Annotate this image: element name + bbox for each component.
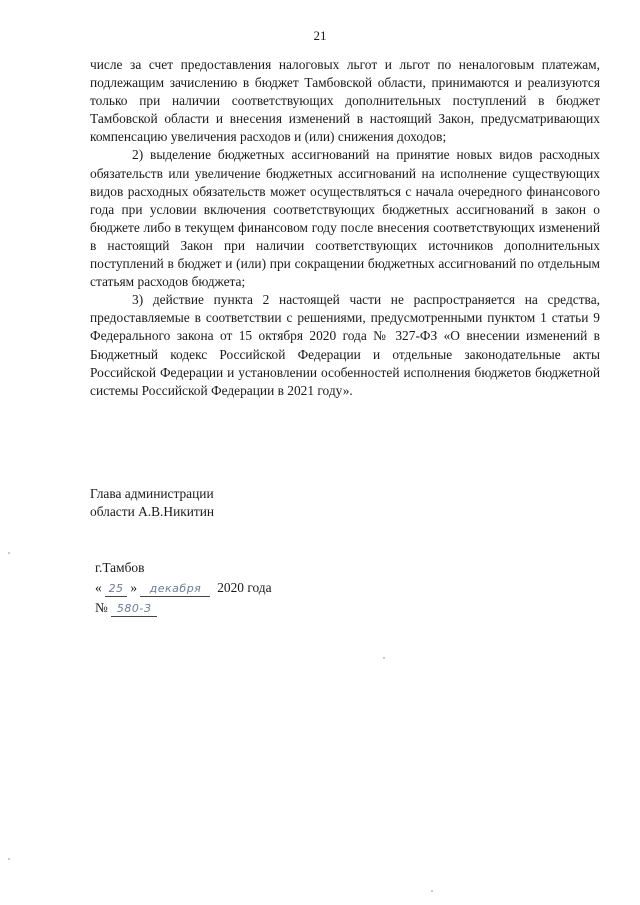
date-year: 2020 года xyxy=(217,580,272,595)
law-number: 580-З xyxy=(116,602,152,615)
paragraph-1: числе за счет предоставления налоговых льгот и льгот по неналоговым платежам, подлежащим зачислению в бюджет Тамбовской области, принимаются и реализуются только при наличии соответствующих дополнительных поступлений в бюджет Тамбовской области и внесения изменений в настоящий Закон, предусматривающих компенсацию увеличения расходов и (или) снижения доходов; xyxy=(90,57,600,145)
law-number-line xyxy=(95,598,272,618)
signatory-name: области А.В.Никитин xyxy=(90,504,215,519)
city: г.Тамбов xyxy=(95,560,145,575)
scan-speck xyxy=(8,552,10,554)
paragraph-2: 2) выделение бюджетных ассигнований на принятие новых видов расходных обязательств или увеличение бюджетных ассигнований на исполнение существующих видов расходных обязательств может осуществляться с начала очередного финансового года при условии включения соответствующих бюджетных ассигнований в закон о бюджете либо в текущем финансовом году после внесения соответствующих изменений в настоящий Закон при наличии соответствующих источников дополнительных поступлений в бюджет и (или) при сокращении бюджетных ассигнований по отдельным статьям расходов бюджета; xyxy=(90,147,600,290)
date-day: 25 xyxy=(108,582,124,595)
law-text xyxy=(90,56,600,400)
scan-speck xyxy=(8,858,10,860)
scan-speck xyxy=(383,657,385,659)
date-day-field xyxy=(105,581,127,597)
quote-close: » xyxy=(130,580,138,595)
scan-speck xyxy=(431,890,433,892)
page-number: 21 xyxy=(313,28,327,43)
law-number-field xyxy=(111,601,157,617)
date-month-field xyxy=(140,581,210,597)
signature-block xyxy=(90,485,214,521)
paragraph-3: 3) действие пункта 2 настоящей части не распространяется на средства, предоставляемые в соответствии с решениями, предусмотренными пунктом 1 статьи 9 Федерального закона от 15 октября 2020 года № 327-ФЗ «О внесении изменений в Бюджетный кодекс Российской Федерации и отдельные законодательные акты Российской Федерации и установлении особенностей исполнения бюджетов бюджетной системы Российской Федерации в 2021 году». xyxy=(90,292,600,398)
quote-open: « xyxy=(95,580,102,595)
date-line xyxy=(95,578,272,598)
place-date-block xyxy=(95,558,272,618)
signatory-title: Глава администрации xyxy=(90,486,214,501)
number-label: № xyxy=(95,600,108,615)
date-month: декабря xyxy=(149,582,202,595)
